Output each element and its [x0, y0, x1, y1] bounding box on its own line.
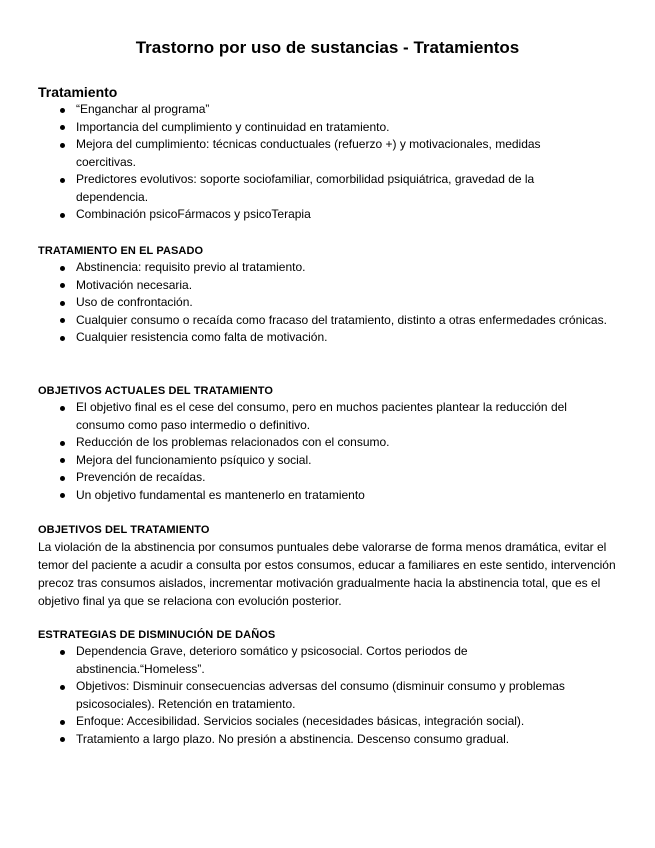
list-item: Cualquier resistencia como falta de motivación. [38, 329, 618, 347]
section-objetivos-tratamiento [38, 522, 618, 610]
section-tratamiento [38, 83, 618, 224]
section-heading: ESTRATEGIAS DE DISMINUCIÓN DE DAÑOS [38, 629, 276, 641]
list-item: Mejora del cumplimiento: técnicas conductuales (refuerzo +) y motivacionales, medidas coercitivas. [38, 136, 618, 171]
list-item: Motivación necesaria. [38, 277, 618, 295]
list-item: Dependencia Grave, deterioro somático y psicosocial. Cortos periodos de abstinencia.“Homeless”. [38, 643, 618, 678]
list-item: Tratamiento a largo plazo. No presión a abstinencia. Descenso consumo gradual. [38, 731, 618, 749]
list-item: Reducción de los problemas relacionados con el consumo. [38, 434, 618, 452]
bullet-list [38, 259, 618, 347]
list-item: “Enganchar al programa” [38, 101, 618, 119]
list-item: Objetivos: Disminuir consecuencias adversas del consumo (disminuir consumo y problemas psicosociales). Retención en tratamiento. [38, 678, 618, 713]
list-item: Abstinencia: requisito previo al tratamiento. [38, 259, 618, 277]
list-item: Enfoque: Accesibilidad. Servicios sociales (necesidades básicas, integración social). [38, 713, 618, 731]
section-paragraph: La violación de la abstinencia por consumos puntuales debe valorarse de forma menos dramática, evitar el temor del paciente a acudir a consulta por estos consumos, educar a familiares en este sentido, intervención precoz tras consumos aislados, incrementar motivación gradualmente hacia la abstinencia total, que es el objetivo final ya que se relaciona con evolución posterior. [38, 540, 616, 608]
section-objetivos-actuales [38, 383, 618, 504]
list-item: Importancia del cumplimiento y continuidad en tratamiento. [38, 119, 618, 137]
bullet-list [38, 399, 618, 504]
section-heading: OBJETIVOS ACTUALES DEL TRATAMIENTO [38, 385, 274, 397]
bullet-list [38, 101, 618, 224]
list-item: El objetivo final es el cese del consumo, pero en muchos pacientes plantear la reducción del consumo como paso intermedio o definitivo. [38, 399, 618, 434]
list-item: Prevención de recaídas. [38, 469, 618, 487]
list-item: Un objetivo fundamental es mantenerlo en tratamiento [38, 487, 618, 505]
list-item: Mejora del funcionamiento psíquico y social. [38, 452, 618, 470]
bullet-list [38, 643, 618, 748]
section-tratamiento-pasado [38, 243, 618, 347]
list-item: Predictores evolutivos: soporte sociofamiliar, comorbilidad psiquiátrica, gravedad de la dependencia. [38, 171, 618, 206]
section-estrategias [38, 627, 618, 748]
document-title: Trastorno por uso de sustancias - Tratamientos [135, 38, 520, 57]
section-heading: TRATAMIENTO EN EL PASADO [38, 245, 204, 257]
section-heading: OBJETIVOS DEL TRATAMIENTO [38, 524, 210, 536]
list-item: Cualquier consumo o recaída como fracaso del tratamiento, distinto a otras enfermedades crónicas. [38, 312, 618, 330]
section-heading: Tratamiento [38, 84, 118, 100]
list-item: Combinación psicoFármacos y psicoTerapia [38, 206, 618, 224]
list-item: Uso de confrontación. [38, 294, 618, 312]
